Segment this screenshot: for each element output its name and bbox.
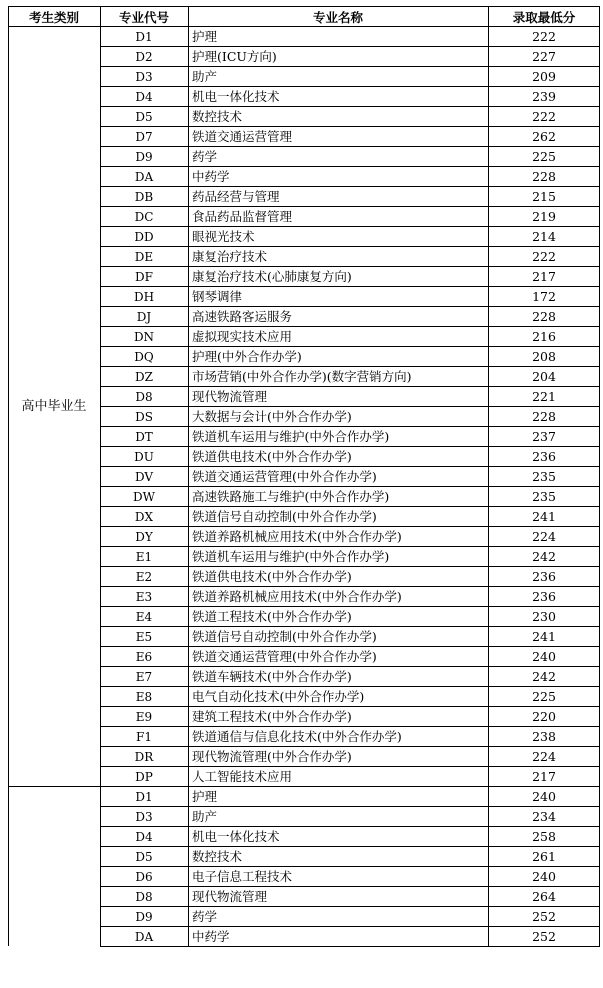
major-code: DF	[135, 270, 153, 284]
major-code: DV	[134, 470, 154, 484]
table-row	[100, 247, 600, 267]
major-code: D8	[135, 390, 153, 404]
min-score: 235	[532, 469, 556, 484]
table-row	[100, 727, 600, 747]
major-code: D9	[135, 150, 153, 164]
major-name: 电气自动化技术(中外合作办学)	[192, 689, 365, 704]
major-code: DU	[134, 450, 154, 464]
min-score: 262	[532, 129, 556, 144]
major-code: E7	[135, 670, 153, 684]
min-score: 215	[532, 189, 556, 204]
table-row	[100, 607, 600, 627]
major-name: 药学	[192, 909, 218, 924]
major-name: 食品药品监督管理	[192, 209, 293, 224]
table-row	[100, 407, 600, 427]
major-code: D5	[135, 110, 153, 124]
major-name: 大数据与会计(中外合作办学)	[192, 409, 352, 424]
table-row	[100, 327, 600, 347]
major-code: D3	[135, 70, 153, 84]
major-name: 钢琴调律	[192, 289, 243, 304]
major-name: 建筑工程技术(中外合作办学)	[192, 709, 352, 724]
major-name: 药学	[192, 149, 218, 164]
min-score: 225	[532, 149, 556, 164]
major-code: D9	[135, 910, 153, 924]
min-score: 236	[532, 449, 556, 464]
min-score: 217	[532, 269, 556, 284]
major-code: DS	[135, 410, 153, 424]
major-code: DT	[135, 430, 153, 444]
major-name: 护理	[192, 29, 218, 44]
col-line-left	[8, 6, 9, 946]
major-name: 护理(ICU方向)	[192, 49, 277, 64]
major-code: DC	[134, 210, 154, 224]
major-code: E2	[135, 570, 153, 584]
min-score: 252	[532, 929, 556, 944]
min-score: 236	[532, 569, 556, 584]
major-name: 数控技术	[192, 849, 243, 864]
table-row	[100, 267, 600, 287]
header-name: 专业名称	[312, 10, 363, 25]
table-row	[100, 47, 600, 67]
major-name: 中药学	[192, 929, 230, 944]
major-name: 高速铁路客运服务	[192, 309, 293, 324]
major-code: DQ	[134, 350, 154, 364]
min-score: 219	[532, 209, 556, 224]
col-line-category	[100, 6, 101, 946]
table-row	[100, 547, 600, 567]
min-score: 234	[532, 809, 556, 824]
major-code: E9	[135, 710, 153, 724]
min-score: 224	[532, 529, 556, 544]
major-code: DP	[135, 770, 153, 784]
min-score: 220	[532, 709, 556, 724]
row-divider	[100, 946, 600, 947]
min-score: 228	[532, 309, 556, 324]
table-row	[100, 707, 600, 727]
min-score: 236	[532, 589, 556, 604]
table-row	[100, 487, 600, 507]
table-row	[100, 627, 600, 647]
header-category: 考生类别	[28, 10, 79, 25]
major-name: 铁道信号自动控制(中外合作办学)	[192, 629, 377, 644]
table-row	[100, 647, 600, 667]
table-row	[100, 207, 600, 227]
major-code: DY	[135, 530, 153, 544]
major-name: 铁道交通运营管理(中外合作办学)	[192, 469, 377, 484]
min-score: 264	[532, 889, 556, 904]
min-score: 242	[532, 669, 556, 684]
major-code: D1	[135, 790, 153, 804]
major-code: DX	[134, 510, 154, 524]
table-row	[100, 127, 600, 147]
major-code: DJ	[136, 310, 152, 324]
major-code: E1	[135, 550, 153, 564]
major-name: 铁道信号自动控制(中外合作办学)	[192, 509, 377, 524]
major-name: 铁道通信与信息化技术(中外合作办学)	[192, 729, 402, 744]
major-code: E5	[135, 630, 153, 644]
table-row	[100, 807, 600, 827]
major-name: 高速铁路施工与维护(中外合作办学)	[192, 489, 390, 504]
major-code: D3	[135, 810, 153, 824]
major-name: 康复治疗技术(心肺康复方向)	[192, 269, 352, 284]
major-code: DB	[134, 190, 154, 204]
col-line-name	[488, 6, 489, 946]
category-cell: 高中毕业生	[21, 399, 87, 414]
table-row	[100, 887, 600, 907]
table-row	[100, 227, 600, 247]
major-name: 眼视光技术	[192, 229, 255, 244]
major-name: 中药学	[192, 169, 230, 184]
min-score: 225	[532, 689, 556, 704]
major-name: 铁道机车运用与维护(中外合作办学)	[192, 429, 390, 444]
major-name: 铁道车辆技术(中外合作办学)	[192, 669, 352, 684]
major-name: 电子信息工程技术	[192, 869, 293, 884]
major-code: DZ	[135, 370, 153, 384]
major-name: 铁道供电技术(中外合作办学)	[192, 449, 352, 464]
min-score: 172	[532, 289, 556, 304]
min-score: 239	[532, 89, 556, 104]
table-row	[100, 347, 600, 367]
min-score: 227	[532, 49, 556, 64]
major-name: 铁道机车运用与维护(中外合作办学)	[192, 549, 390, 564]
min-score: 237	[532, 429, 556, 444]
major-code: F1	[136, 730, 152, 744]
min-score: 261	[532, 849, 556, 864]
major-name: 数控技术	[192, 109, 243, 124]
table-row	[100, 27, 600, 47]
min-score: 222	[532, 29, 556, 44]
major-name: 助产	[192, 69, 218, 84]
major-code: DR	[134, 750, 154, 764]
major-code: DA	[134, 930, 154, 944]
header-code: 专业代号	[118, 10, 169, 25]
table-row	[100, 907, 600, 927]
min-score: 228	[532, 169, 556, 184]
min-score: 258	[532, 829, 556, 844]
major-name: 康复治疗技术	[192, 249, 268, 264]
major-name: 护理	[192, 789, 218, 804]
min-score: 217	[532, 769, 556, 784]
major-code: D7	[135, 130, 153, 144]
table-row	[100, 147, 600, 167]
min-score: 242	[532, 549, 556, 564]
min-score: 222	[532, 249, 556, 264]
header-score: 录取最低分	[512, 10, 576, 25]
major-code: D4	[135, 830, 153, 844]
min-score: 252	[532, 909, 556, 924]
min-score: 216	[532, 329, 556, 344]
table-row	[100, 307, 600, 327]
major-name: 人工智能技术应用	[192, 769, 293, 784]
major-name: 铁道养路机械应用技术(中外合作办学)	[192, 589, 402, 604]
major-code: E6	[135, 650, 153, 664]
table-row	[100, 567, 600, 587]
min-score: 221	[532, 389, 556, 404]
min-score: 240	[532, 789, 556, 804]
table-row	[100, 387, 600, 407]
table-row	[100, 747, 600, 767]
major-name: 铁道工程技术(中外合作办学)	[192, 609, 352, 624]
table-row	[100, 867, 600, 887]
major-code: D5	[135, 850, 153, 864]
major-name: 铁道交通运营管理(中外合作办学)	[192, 649, 377, 664]
major-code: D8	[135, 890, 153, 904]
min-score: 240	[532, 869, 556, 884]
table-row	[100, 507, 600, 527]
major-code: DD	[134, 230, 154, 244]
major-code: DA	[134, 170, 154, 184]
major-name: 助产	[192, 809, 218, 824]
min-score: 241	[532, 629, 556, 644]
major-code: D6	[135, 870, 153, 884]
min-score: 209	[532, 69, 556, 84]
table-row	[100, 767, 600, 787]
min-score: 204	[532, 369, 556, 384]
major-code: D1	[135, 30, 153, 44]
table-row	[100, 927, 600, 947]
major-name: 现代物流管理	[192, 889, 268, 904]
major-name: 铁道养路机械应用技术(中外合作办学)	[192, 529, 402, 544]
min-score: 241	[532, 509, 556, 524]
major-name: 机电一体化技术	[192, 829, 280, 844]
col-line-code	[188, 6, 189, 946]
table-row	[100, 847, 600, 867]
table-row	[100, 187, 600, 207]
major-name: 现代物流管理(中外合作办学)	[192, 749, 352, 764]
min-score: 228	[532, 409, 556, 424]
table-row	[100, 687, 600, 707]
table-row	[100, 427, 600, 447]
major-name: 护理(中外合作办学)	[192, 349, 302, 364]
min-score: 238	[532, 729, 556, 744]
table-row	[100, 447, 600, 467]
table-row	[100, 67, 600, 87]
min-score: 214	[532, 229, 556, 244]
table-top-border	[8, 6, 600, 7]
major-name: 虚拟现实技术应用	[192, 329, 293, 344]
table-row	[100, 827, 600, 847]
min-score: 230	[532, 609, 556, 624]
table-row	[100, 787, 600, 807]
major-code: E4	[135, 610, 153, 624]
major-code: DW	[133, 490, 155, 504]
table-row	[100, 667, 600, 687]
table-row	[100, 367, 600, 387]
major-code: DN	[133, 330, 155, 344]
min-score: 224	[532, 749, 556, 764]
table-row	[100, 287, 600, 307]
major-name: 现代物流管理	[192, 389, 268, 404]
table-row	[100, 467, 600, 487]
major-code: E8	[135, 690, 153, 704]
major-code: DE	[134, 250, 154, 264]
table-row	[100, 587, 600, 607]
col-line-right	[599, 6, 600, 946]
category-cell	[8, 857, 100, 877]
major-name: 铁道交通运营管理	[192, 129, 293, 144]
major-code: D2	[135, 50, 153, 64]
major-name: 铁道供电技术(中外合作办学)	[192, 569, 352, 584]
major-name: 机电一体化技术	[192, 89, 280, 104]
table-row	[100, 527, 600, 547]
min-score: 240	[532, 649, 556, 664]
table-row	[100, 87, 600, 107]
min-score: 222	[532, 109, 556, 124]
min-score: 235	[532, 489, 556, 504]
major-code: E3	[135, 590, 153, 604]
major-name: 药品经营与管理	[192, 189, 280, 204]
table-row	[100, 167, 600, 187]
major-code: DH	[133, 290, 155, 304]
min-score: 208	[532, 349, 556, 364]
table-row	[100, 107, 600, 127]
major-code: D4	[135, 90, 153, 104]
major-name: 市场营销(中外合作办学)(数字营销方向)	[192, 369, 412, 384]
